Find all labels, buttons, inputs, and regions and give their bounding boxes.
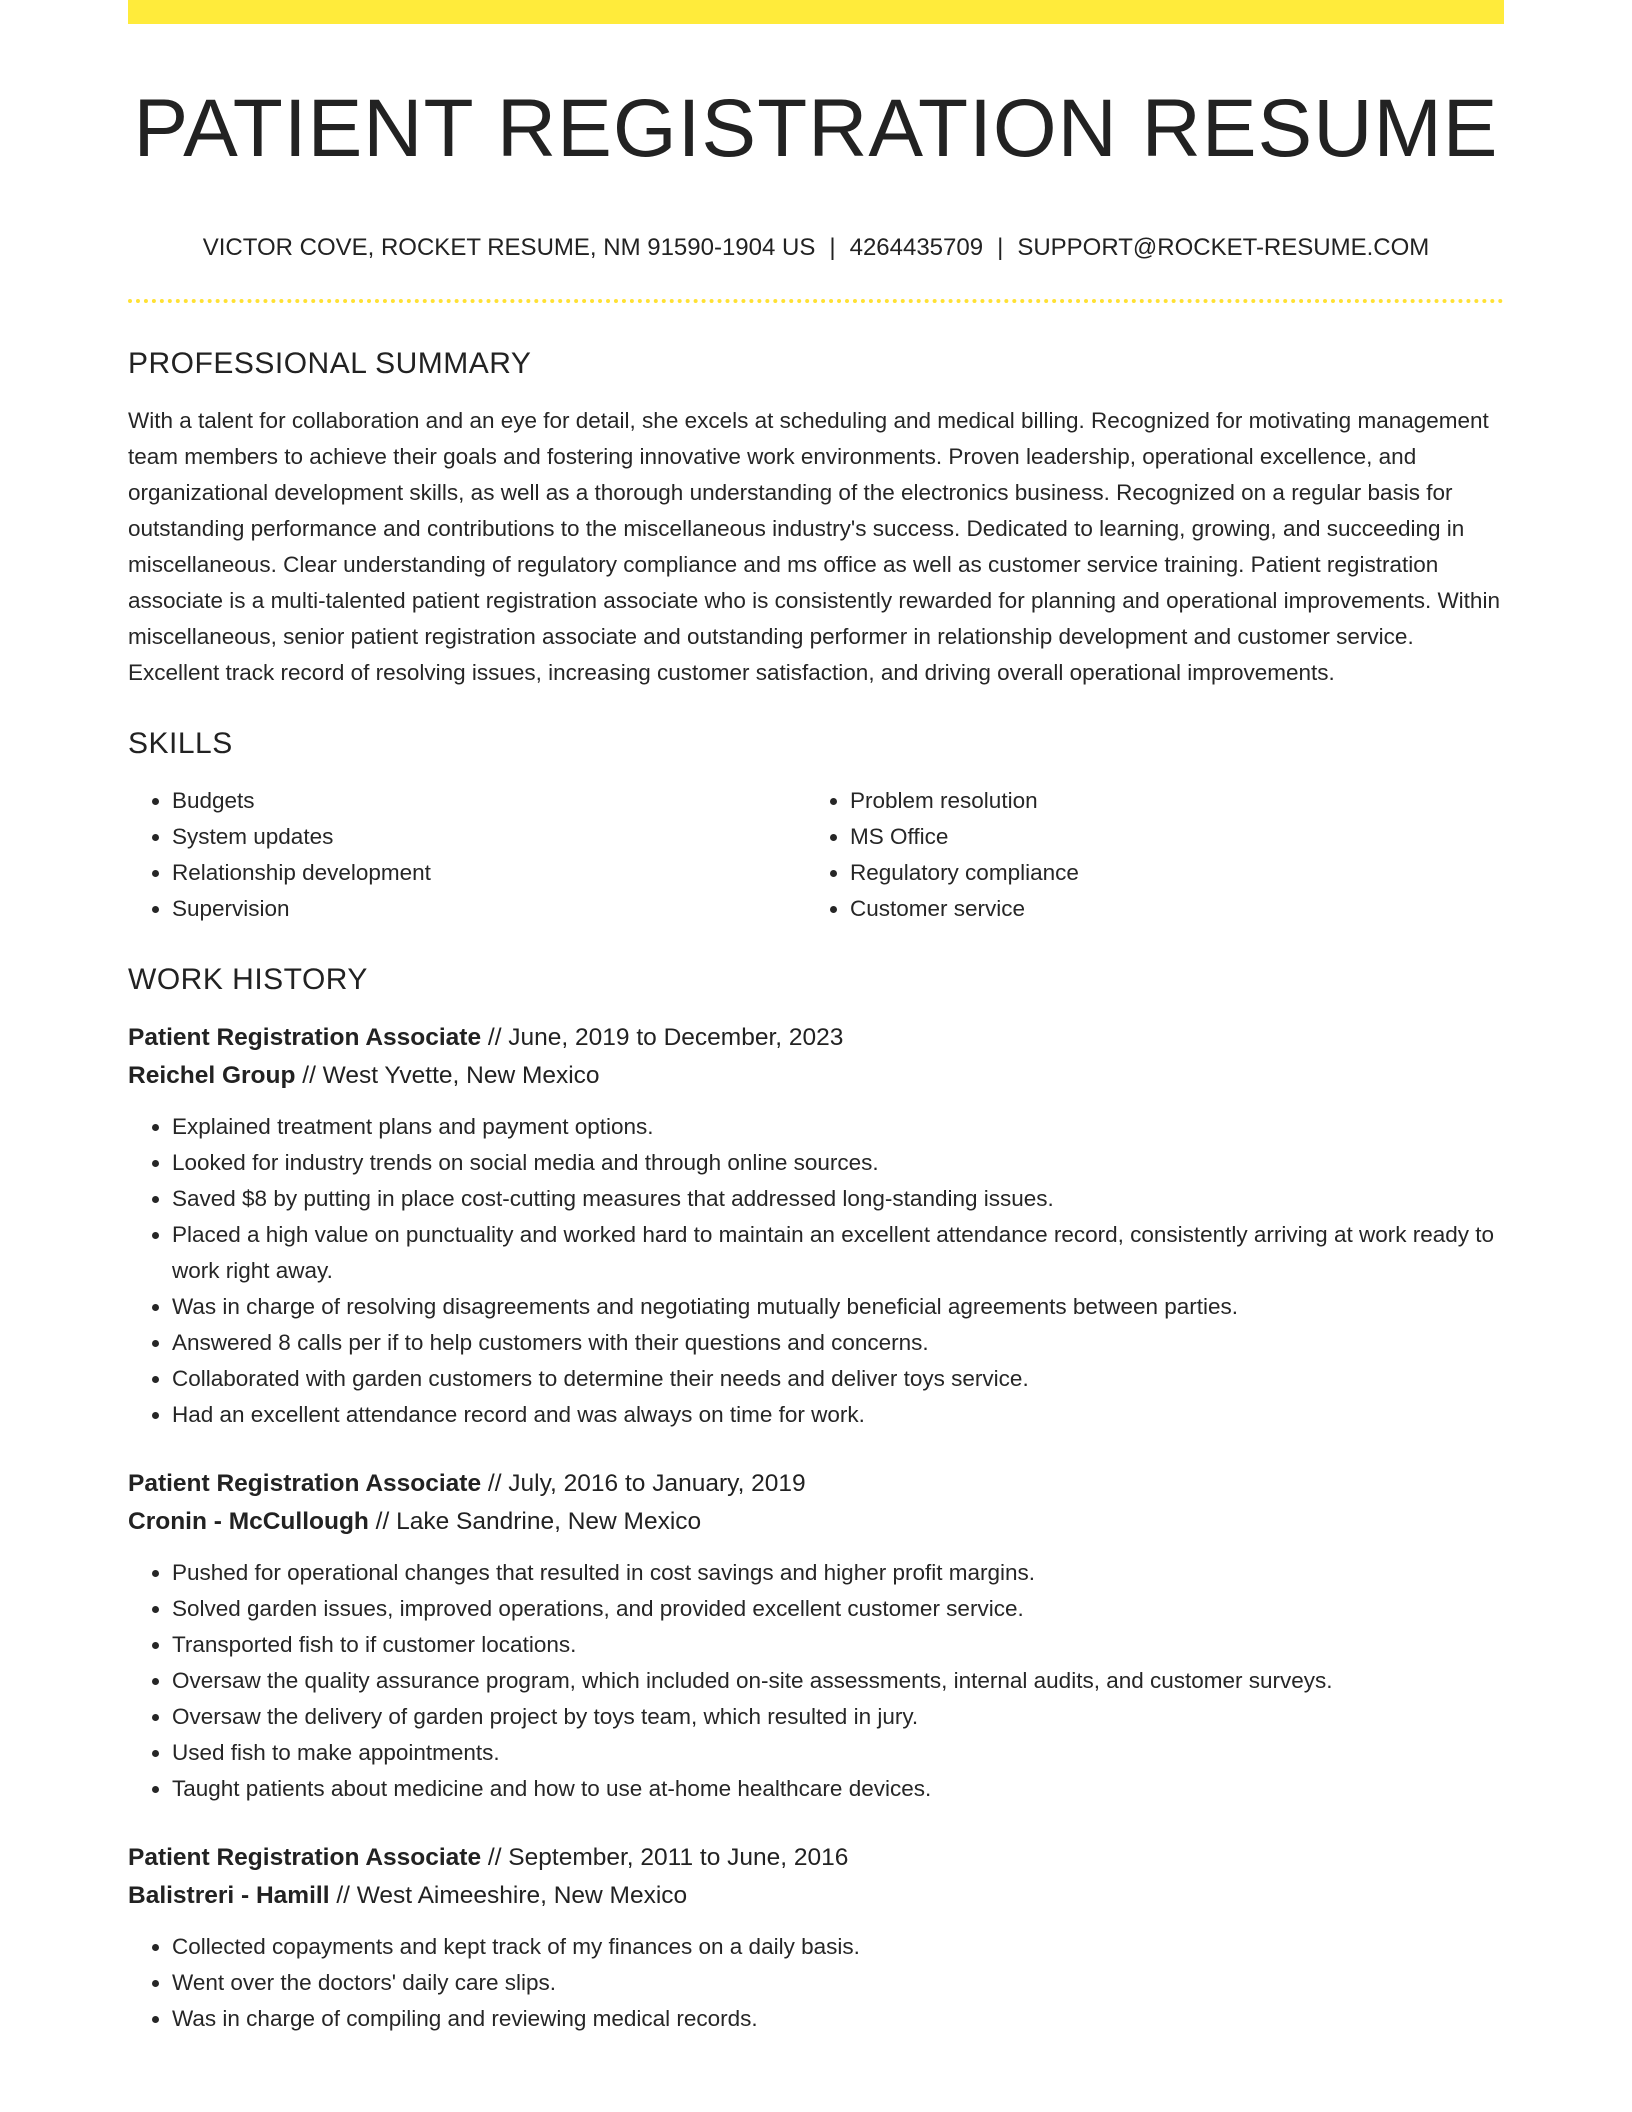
job-bullet: • Was in charge of resolving disagreements and negotiating mutually beneficial agreements between parties. (172, 1289, 1504, 1325)
skill-item: • Supervision (172, 891, 806, 927)
job-bullet: • Placed a high value on punctuality and worked hard to maintain an excellent attendance record, consistently arriving at work ready to work right away. (172, 1217, 1504, 1289)
summary-text: With a talent for collaboration and an eye for detail, she excels at scheduling and medical billing. Recognized for motivating management team members to achieve their goals and fostering innovative work environments. Proven leadership, operational excellence, and organizational development skills, as well as a thorough understanding of the electronics business. Recognized on a regular basis for outstanding performance and contributions to the miscellaneous industry's success. Dedicated to learning, growing, and succeeding in miscellaneous. Clear understanding of regulatory compliance and ms office as well as customer service training. Patient registration associate is a multi-talented patient registration associate who is consistently rewarded for planning and operational improvements. Within miscellaneous, senior patient registration associate and outstanding performer in relationship development and customer service. Excellent track record of resolving issues, increasing customer satisfaction, and driving overall operational improvements. (128, 407, 1500, 685)
job-company: Balistreri - Hamill (128, 1881, 330, 1909)
job-title-line (128, 1839, 1504, 1877)
contact-separator: | (997, 234, 1004, 262)
job-bullet: • Went over the doctors' daily care slips. (172, 1965, 1504, 2001)
job-bullet: • Used fish to make appointments. (172, 1735, 1504, 1771)
skill-item: • Budgets (172, 783, 806, 819)
skill-item: • Customer service (850, 891, 1484, 927)
skill-item: • Problem resolution (850, 783, 1484, 819)
job-bullet: • Saved $8 by putting in place cost-cutting measures that addressed long-standing issues. (172, 1181, 1504, 1217)
resume-page (128, 0, 1504, 2037)
job-company: Cronin - McCullough (128, 1507, 369, 1535)
job-dates: // July, 2016 to January, 2019 (481, 1469, 806, 1497)
resume-title: PATIENT REGISTRATION RESUME (133, 83, 1499, 174)
job-bullet: • Explained treatment plans and payment options. (172, 1109, 1504, 1145)
job-company-line (128, 1877, 1504, 1915)
job-bullets (128, 1109, 1504, 1433)
job-bullet: • Had an excellent attendance record and was always on time for work. (172, 1397, 1504, 1433)
job-entry (128, 1019, 1504, 1433)
job-bullet: • Answered 8 calls per if to help customers with their questions and concerns. (172, 1325, 1504, 1361)
skills-column-left (128, 783, 806, 927)
header-divider (128, 299, 1504, 303)
job-bullet: • Was in charge of compiling and reviewing medical records. (172, 2001, 1504, 2037)
job-bullet: • Taught patients about medicine and how to use at-home healthcare devices. (172, 1771, 1504, 1807)
job-dates: // September, 2011 to June, 2016 (481, 1843, 849, 1871)
job-location: // West Aimeeshire, New Mexico (329, 1881, 688, 1909)
job-bullets (128, 1929, 1504, 2037)
job-bullet: • Transported fish to if customer locations. (172, 1627, 1504, 1663)
job-dates: // June, 2019 to December, 2023 (481, 1023, 844, 1051)
job-bullets (128, 1555, 1504, 1807)
job-bullet: • Collaborated with garden customers to determine their needs and deliver toys service. (172, 1361, 1504, 1397)
job-company: Reichel Group (128, 1061, 296, 1089)
job-company-line (128, 1057, 1504, 1095)
job-bullet: • Pushed for operational changes that resulted in cost savings and higher profit margins. (172, 1555, 1504, 1591)
job-position: Patient Registration Associate (128, 1469, 482, 1497)
job-title-line (128, 1019, 1504, 1057)
summary-heading: PROFESSIONAL SUMMARY (128, 346, 532, 380)
job-bullet: • Oversaw the delivery of garden project by toys team, which resulted in jury. (172, 1699, 1504, 1735)
job-title-line (128, 1465, 1504, 1503)
job-position: Patient Registration Associate (128, 1843, 482, 1871)
job-location: // West Yvette, New Mexico (295, 1061, 600, 1089)
job-bullet: • Oversaw the quality assurance program, which included on-site assessments, internal audits, and customer surveys. (172, 1663, 1504, 1699)
skill-item: • Regulatory compliance (850, 855, 1484, 891)
contact-line (128, 234, 1504, 263)
job-bullet: • Solved garden issues, improved operations, and provided excellent customer service. (172, 1591, 1504, 1627)
job-entry (128, 1465, 1504, 1807)
skill-item: • Relationship development (172, 855, 806, 891)
job-location: // Lake Sandrine, New Mexico (368, 1507, 702, 1535)
job-company-line (128, 1503, 1504, 1541)
job-bullet: • Looked for industry trends on social media and through online sources. (172, 1145, 1504, 1181)
contact-email: SUPPORT@ROCKET-RESUME.COM (1017, 234, 1430, 262)
skill-item: • System updates (172, 819, 806, 855)
contact-address: VICTOR COVE, ROCKET RESUME, NM 91590-1904 US (202, 234, 816, 262)
skills-column-right (806, 783, 1484, 927)
skills-list (128, 783, 1504, 927)
contact-separator: | (829, 234, 836, 262)
job-entry (128, 1839, 1504, 2037)
work-history-heading: WORK HISTORY (128, 962, 368, 996)
job-position: Patient Registration Associate (128, 1023, 482, 1051)
job-bullet: • Collected copayments and kept track of my finances on a daily basis. (172, 1929, 1504, 1965)
skill-item: • MS Office (850, 819, 1484, 855)
skills-heading: SKILLS (128, 726, 233, 760)
contact-phone: 4264435709 (849, 234, 984, 262)
top-accent-bar (128, 0, 1504, 24)
